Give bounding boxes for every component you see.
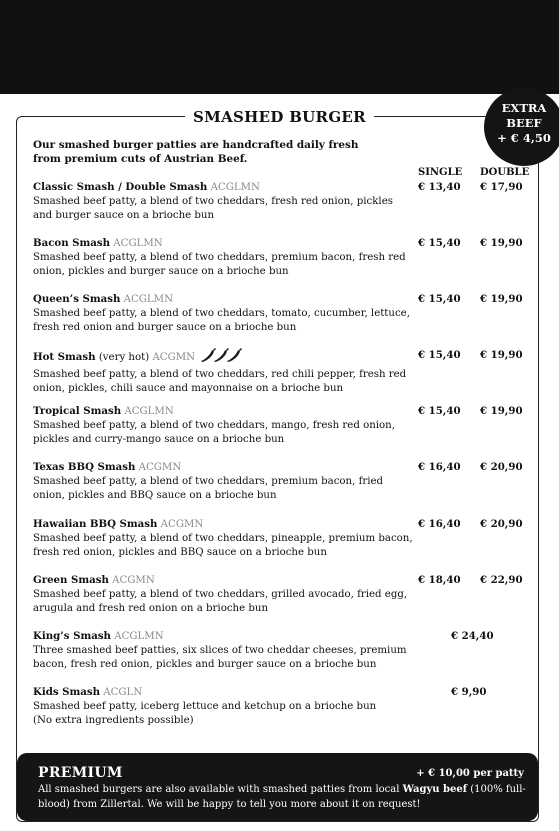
item-description: Smashed beef patty, a blend of two cheddars, grilled avocado, fried egg, arugula and fresh red onion on a brioche bun — [33, 589, 408, 614]
price-double: € 20,90 — [480, 518, 523, 530]
item-name: Queen’s Smash — [33, 293, 121, 305]
price-double: € 19,90 — [480, 237, 523, 249]
allergen-codes: ACGMN — [138, 462, 182, 473]
price-single: € 18,40 — [418, 574, 461, 586]
menu-item-hawaiian-bbq-smash — [33, 517, 553, 560]
allergen-codes: ACGMN — [152, 352, 196, 363]
price-double: € 20,90 — [480, 461, 523, 473]
allergen-codes: ACGMN — [160, 519, 204, 530]
premium-text — [38, 782, 528, 812]
badge-line-3: + € 4,50 — [497, 131, 551, 145]
item-description: Smashed beef patty, a blend of two cheddars, fresh red onion, pickles and burger sauce on a brioche bun — [33, 196, 393, 221]
item-name: Tropical Smash — [33, 405, 122, 417]
allergen-codes: ACGLMN — [124, 406, 174, 417]
allergen-codes: ACGLMN — [113, 238, 163, 249]
allergen-codes: ACGLMN — [123, 294, 174, 305]
item-description: Smashed beef patty, a blend of two cheddars, premium bacon, fresh red onion, pickles and burger sauce on a brioche bun — [33, 252, 406, 277]
premium-price: + € 10,00 per patty — [416, 768, 524, 779]
price-double: € 19,90 — [480, 349, 523, 361]
column-header-double: DOUBLE — [480, 167, 530, 178]
item-name: King’s Smash — [33, 630, 111, 642]
item-description: Smashed beef patty, a blend of two cheddars, tomato, cucumber, lettuce, fresh red onion and burger sauce on a brioche bun — [33, 308, 410, 333]
item-note: (very hot) — [98, 352, 150, 363]
badge-line-2: BEEF — [506, 116, 542, 130]
chili-peppers-icon — [199, 348, 243, 368]
price-single: € 15,40 — [418, 293, 461, 305]
item-name: Classic Smash / Double Smash — [33, 181, 208, 193]
menu-item-texas-bbq-smash — [33, 460, 553, 503]
item-description: Smashed beef patty, iceberg lettuce and ketchup on a brioche bun — [33, 701, 377, 712]
menu-item-green-smash — [33, 573, 553, 616]
price-double: € 22,90 — [480, 574, 523, 586]
price-double: € 19,90 — [480, 293, 523, 305]
item-name: Hawaiian BBQ Smash — [33, 518, 158, 530]
price-double: € 17,90 — [480, 181, 523, 193]
item-name: Green Smash — [33, 574, 109, 586]
price-single-size: € 9,90 — [451, 686, 487, 698]
item-description: Smashed beef patty, a blend of two cheddars, premium bacon, fried onion, pickles and BBQ sauce on a brioche bun — [33, 476, 384, 501]
price-single-size: € 24,40 — [451, 630, 494, 642]
item-description: Smashed beef patty, a blend of two cheddars, pineapple, premium bacon, fresh red onion, pickles and BBQ sauce on a brioche bun — [33, 533, 413, 558]
column-header-single: SINGLE — [418, 167, 463, 178]
item-description: Three smashed beef patties, six slices of two cheddar cheeses, premium bacon, fresh red onion, pickles and burger sauce on a brioche bun — [33, 645, 407, 670]
section-title: SMASHED BURGER — [185, 108, 374, 126]
top-dark-band — [0, 0, 559, 94]
extra-beef-badge — [484, 88, 559, 166]
menu-item-kids-smash — [33, 685, 553, 728]
premium-title: PREMIUM — [38, 765, 123, 781]
price-single: € 15,40 — [418, 405, 461, 417]
allergen-codes: ACGLMN — [210, 182, 260, 193]
item-description: Smashed beef patty, a blend of two cheddars, red chili pepper, fresh red onion, pickles, chili sauce and mayonnaise on a brioche bun — [33, 369, 407, 394]
price-double: € 19,90 — [480, 405, 523, 417]
price-single: € 16,40 — [418, 461, 461, 473]
badge-line-1: EXTRA — [501, 101, 547, 115]
allergen-codes: ACGMN — [112, 575, 155, 586]
item-name: Texas BBQ Smash — [33, 461, 136, 473]
price-single: € 13,40 — [418, 181, 461, 193]
menu-item-queens-smash — [33, 292, 553, 335]
allergen-codes: ACGLN — [103, 687, 143, 698]
menu-item-bacon-smash — [33, 236, 553, 279]
item-name: Hot Smash — [33, 351, 96, 363]
premium-text-bold: Wagyu beef — [402, 784, 468, 795]
menu-item-kings-smash — [33, 629, 553, 672]
item-extra-note: (No extra ingredients possible) — [33, 715, 194, 726]
premium-box — [17, 753, 538, 821]
price-single: € 15,40 — [418, 237, 461, 249]
premium-text-part-2: (100% full-blood) from Zillertal. We will be happy to tell you more about it on request! — [38, 784, 526, 810]
item-name: Kids Smash — [33, 686, 101, 698]
premium-text-part-1: All smashed burgers are also available with smashed patties from local — [38, 784, 403, 795]
menu-item-classic-smash — [33, 180, 553, 223]
item-name: Bacon Smash — [33, 237, 111, 249]
menu-item-tropical-smash — [33, 404, 553, 447]
item-description: Smashed beef patty, a blend of two cheddars, mango, fresh red onion, pickles and curry-mango sauce on a brioche bun — [33, 420, 395, 445]
menu-item-hot-smash — [33, 348, 553, 396]
price-single: € 15,40 — [418, 349, 461, 361]
price-single: € 16,40 — [418, 518, 461, 530]
intro-text: Our smashed burger patties are handcrafted daily fresh from premium cuts of Austrian Beef. — [33, 139, 359, 165]
allergen-codes: ACGLMN — [114, 631, 164, 642]
